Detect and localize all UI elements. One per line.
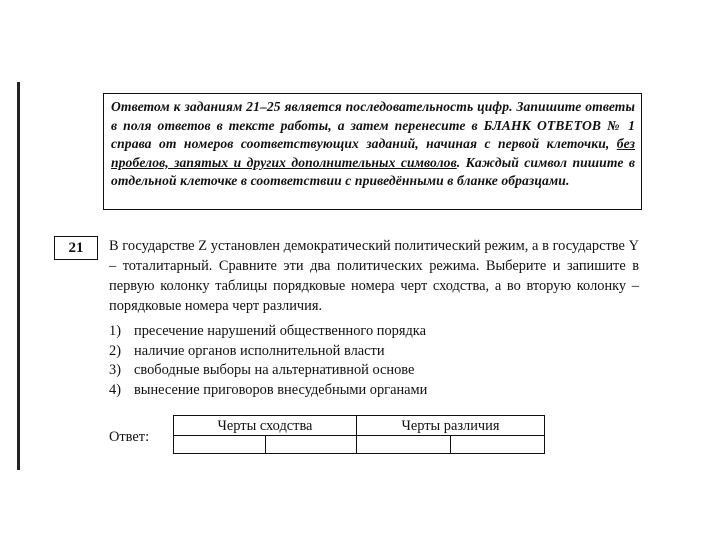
similarity-cell-1[interactable]: [174, 436, 266, 454]
instructions-text: [111, 98, 635, 191]
difference-header: Черты различия: [357, 416, 545, 436]
question-text: В государстве Z установлен демократический политический режим, а в государстве Y – тоталитарный. Сравните эти два политических режима. Выберите и запишите в первую колонку таблицы порядковые номера черт сходства, а во вторую колонку – порядковые номера черт различия.: [109, 238, 639, 314]
instructions-box: [103, 93, 642, 210]
option-text: вынесение приговоров внесудебными органами: [134, 381, 428, 398]
option-number: 2): [109, 342, 121, 359]
option-number: 3): [109, 362, 121, 378]
instructions-underlined: без пробелов, запятых и других дополнительных символов: [111, 136, 635, 170]
option-item: [109, 361, 629, 381]
question-number: 21: [54, 236, 98, 260]
options-list: [109, 322, 629, 400]
page-margin-line: [17, 82, 20, 470]
option-item: [109, 381, 629, 401]
instructions-part-3: . Каждый символ пишите в отдельной клеточке в соответствии с приведёнными в бланке образцами.: [111, 154, 636, 189]
similarity-cell-2[interactable]: [266, 436, 357, 454]
instructions-part-1: Ответом к заданиям 21–25 является последовательность цифр. Запишите ответы в поля ответов в тексте работы, а затем перенесите в БЛАНК ОТВЕТОВ № 1 справа от номеров соответствующих заданий, начиная с первой клеточки,: [111, 99, 635, 152]
option-item: [109, 342, 629, 362]
difference-cell-1[interactable]: [357, 436, 451, 454]
option-text: пресечение нарушений общественного порядка: [134, 323, 426, 339]
option-number: 1): [109, 323, 121, 339]
difference-cell-2[interactable]: [451, 436, 545, 454]
option-item: [109, 322, 629, 342]
option-text: наличие органов исполнительной власти: [134, 342, 385, 359]
option-text: свободные выборы на альтернативной основе: [134, 362, 415, 378]
answer-table: [173, 415, 545, 454]
option-number: 4): [109, 381, 121, 398]
answer-label: Ответ:: [109, 429, 150, 445]
similarity-header: Черты сходства: [174, 416, 357, 436]
